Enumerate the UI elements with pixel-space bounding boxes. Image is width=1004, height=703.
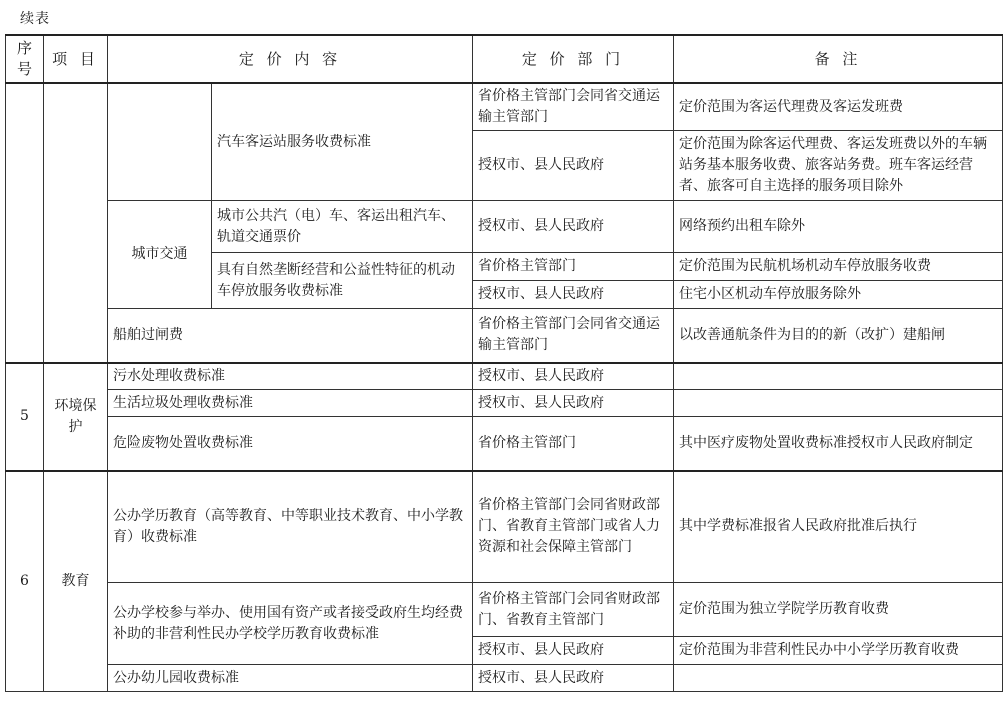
- table-row: [6, 83, 1003, 131]
- dept-cell: 省价格主管部门会同省交通运输主管部门: [473, 309, 674, 363]
- content-cell: 船舶过闸费: [108, 309, 473, 363]
- dept-cell: 授权市、县人民政府: [473, 201, 674, 253]
- dept-cell: 省价格主管部门会同省财政部门、省教育主管部门或省人力资源和社会保障主管部门: [473, 471, 674, 583]
- dept-cell: 授权市、县人民政府: [473, 665, 674, 692]
- header-note: 备 注: [674, 35, 1003, 83]
- subcategory-city-transport: 城市交通: [108, 201, 212, 309]
- subcategory-cell-empty: [108, 83, 212, 201]
- content-cell: 城市公共汽（电）车、客运出租汽车、轨道交通票价: [212, 201, 473, 253]
- pricing-table: [5, 34, 1003, 692]
- note-cell: [674, 665, 1003, 692]
- content-cell: 公办学校参与举办、使用国有资产或者接受政府生均经费补助的非营利性民办学校学历教育收费标准: [108, 583, 473, 665]
- note-cell: 其中医疗废物处置收费标准授权市人民政府制定: [674, 417, 1003, 471]
- header-dept: 定 价 部 门: [473, 35, 674, 83]
- content-cell: 生活垃圾处理收费标准: [108, 390, 473, 417]
- note-cell: 定价范围为客运代理费及客运发班费: [674, 83, 1003, 131]
- dept-cell: 省价格主管部门: [473, 253, 674, 281]
- note-cell: 以改善通航条件为目的的新（改扩）建船闸: [674, 309, 1003, 363]
- content-cell: 公办幼儿园收费标准: [108, 665, 473, 692]
- table-row: [6, 665, 1003, 692]
- content-cell: 汽车客运站服务收费标准: [212, 83, 473, 201]
- note-cell: 网络预约出租车除外: [674, 201, 1003, 253]
- dept-cell: 省价格主管部门: [473, 417, 674, 471]
- table-row: [6, 471, 1003, 583]
- header-row: [6, 35, 1003, 83]
- seq-cell-empty: [6, 83, 44, 363]
- dept-cell: 省价格主管部门会同省财政部门、省教育主管部门: [473, 583, 674, 637]
- table-row: [6, 390, 1003, 417]
- table-row: [6, 201, 1003, 253]
- header-seq: 序号: [6, 35, 44, 83]
- note-cell: 定价范围为非营利性民办中小学学历教育收费: [674, 637, 1003, 665]
- table-row: [6, 583, 1003, 637]
- header-content: 定 价 内 容: [108, 35, 473, 83]
- content-cell: 公办学历教育（高等教育、中等职业技术教育、中小学教育）收费标准: [108, 471, 473, 583]
- dept-cell: 授权市、县人民政府: [473, 390, 674, 417]
- category-cell-empty: [44, 83, 108, 363]
- dept-cell: 授权市、县人民政府: [473, 131, 674, 201]
- table-row: [6, 309, 1003, 363]
- dept-cell: 授权市、县人民政府: [473, 637, 674, 665]
- content-cell: 危险废物处置收费标准: [108, 417, 473, 471]
- note-cell: 定价范围为民航机场机动车停放服务收费: [674, 253, 1003, 281]
- note-cell: 定价范围为独立学院学历教育收费: [674, 583, 1003, 637]
- category-cell: 环境保护: [44, 363, 108, 471]
- content-cell: 具有自然垄断经营和公益性特征的机动车停放服务收费标准: [212, 253, 473, 309]
- table-row: [6, 363, 1003, 390]
- note-cell: 定价范围为除客运代理费、客运发班费以外的车辆站务基本服务收费、旅客站务费。班车客运经营者、旅客可自主选择的服务项目除外: [674, 131, 1003, 201]
- dept-cell: 授权市、县人民政府: [473, 363, 674, 390]
- content-cell: 污水处理收费标准: [108, 363, 473, 390]
- dept-cell: 授权市、县人民政府: [473, 281, 674, 309]
- note-cell: [674, 390, 1003, 417]
- table-continued-caption: 续表: [20, 11, 50, 27]
- dept-cell: 省价格主管部门会同省交通运输主管部门: [473, 83, 674, 131]
- seq-cell: 6: [6, 471, 44, 692]
- note-cell: 住宅小区机动车停放服务除外: [674, 281, 1003, 309]
- category-cell: 教育: [44, 471, 108, 692]
- note-cell: 其中学费标准报省人民政府批准后执行: [674, 471, 1003, 583]
- header-item: 项 目: [44, 35, 108, 83]
- table-row: [6, 417, 1003, 471]
- seq-cell: 5: [6, 363, 44, 471]
- note-cell: [674, 363, 1003, 390]
